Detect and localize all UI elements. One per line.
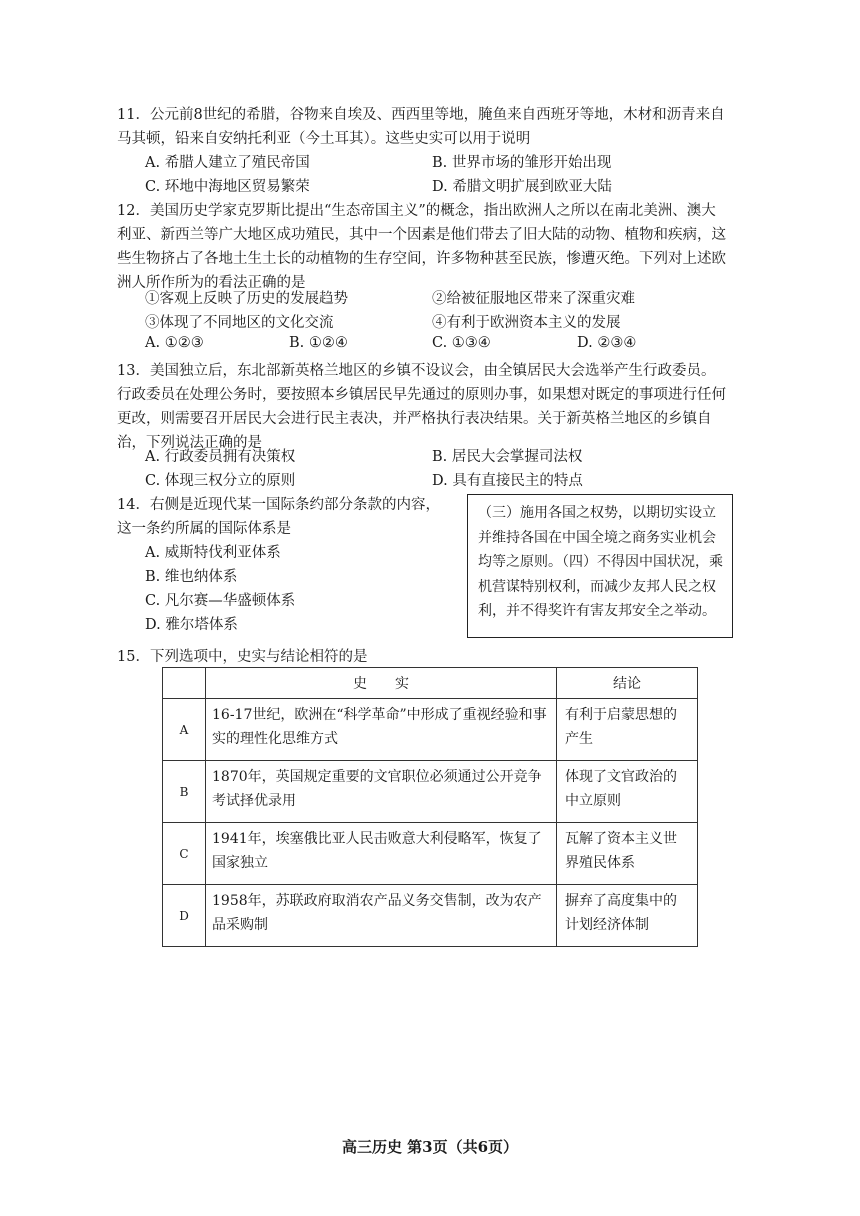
row-fact: 16-17世纪，欧洲在“科学革命”中形成了重视经验和事实的理性化思维方式 [206,699,557,761]
q11-option-d: D. 希腊文明扩展到欧亚大陆 [432,179,612,195]
row-fact: 1958年，苏联政府取消农产品义务交售制，改为农产品采购制 [206,885,557,947]
table-row [163,699,698,761]
q14-option-b: B. 维也纳体系 [145,569,238,585]
row-conclusion: 摒弃了高度集中的计划经济体制 [557,885,698,947]
question-15-stem: 15．下列选项中，史实与结论相符的是 [117,649,368,665]
row-conclusion: 有利于启蒙思想的产生 [557,699,698,761]
q13-option-b: B. 居民大会掌握司法权 [432,449,583,465]
q11-option-b: B. 世界市场的雏形开始出现 [432,155,612,171]
treaty-excerpt-box: （三）施用各国之权势，以期切实设立并维持各国在中国全境之商务实业机会均等之原则。（四）不得因中国状况，乘机营谋特别权利，而减少友邦人民之权利，并不得奖许有害友邦安全之举动。 [467,494,733,638]
page-footer: 高三历史 第3页（共6页） [341,1138,519,1156]
table-header-fact: 史 实 [206,668,557,699]
q12-statement-1: ①客观上反映了历史的发展趋势 [145,291,348,307]
table-header-row [163,668,698,699]
q13-option-a: A. 行政委员拥有决策权 [145,449,296,465]
fact-conclusion-table [162,667,698,947]
table-header-conclusion: 结论 [557,668,698,699]
q12-option-a: A. ①②③ [145,335,204,351]
q14-option-d: D. 雅尔塔体系 [145,617,238,633]
row-conclusion: 瓦解了资本主义世界殖民体系 [557,823,698,885]
row-fact: 1941年，埃塞俄比亚人民击败意大利侵略军，恢复了国家独立 [206,823,557,885]
table-row [163,885,698,947]
row-conclusion: 体现了文官政治的中立原则 [557,761,698,823]
q12-option-c: C. ①③④ [432,335,491,351]
q14-option-a: A. 威斯特伐利亚体系 [145,545,281,561]
q13-option-d: D. 具有直接民主的特点 [432,473,583,489]
q11-option-c: C. 环地中海地区贸易繁荣 [145,179,310,195]
row-label: C [163,823,206,885]
table-row [163,823,698,885]
row-label: B [163,761,206,823]
q12-statement-2: ②给被征服地区带来了深重灾难 [432,291,635,307]
q11-option-a: A. 希腊人建立了殖民帝国 [145,155,310,171]
row-label: A [163,699,206,761]
question-12-stem: 12．美国历史学家克罗斯比提出“生态帝国主义”的概念，指出欧洲人之所以在南北美洲、澳大利亚、新西兰等广大地区成功殖民，其中一个因素是他们带去了旧大陆的动物、植物和疾病，这些生物挤占了各地土生土长的动植物的生存空间，许多物种甚至民族，惨遭灭绝。下列对上述欧洲人所作所为的看法正确的是 [117,203,726,291]
q14-option-c: C. 凡尔赛—华盛顿体系 [145,593,296,609]
question-14-stem: 14．右侧是近现代某一国际条约部分条款的内容，这一条约所属的国际体系是 [117,497,440,537]
q13-option-c: C. 体现三权分立的原则 [145,473,296,489]
table-header-label [163,668,206,699]
table-row [163,761,698,823]
q12-statement-4: ④有利于欧洲资本主义的发展 [432,315,621,331]
row-label: D [163,885,206,947]
question-13-stem: 13．美国独立后，东北部新英格兰地区的乡镇不设议会，由全镇居民大会选举产生行政委员。行政委员在处理公务时，要按照本乡镇居民早先通过的原则办事，如果想对既定的事项进行任何更改，则需要召开居民大会进行民主表决，并严格执行表决结果。关于新英格兰地区的乡镇自治，下列说法正确的是 [117,363,726,451]
q12-option-b: B. ①②④ [289,335,348,351]
question-11-stem: 11．公元前8世纪的希腊，谷物来自埃及、西西里等地，腌鱼来自西班牙等地，木材和沥青来自马其顿，铅来自安纳托利亚（今土耳其）。这些史实可以用于说明 [117,107,725,147]
q12-option-d: D. ②③④ [577,335,637,351]
q12-statement-3: ③体现了不同地区的文化交流 [145,315,334,331]
row-fact: 1870年，英国规定重要的文官职位必须通过公开竞争考试择优录用 [206,761,557,823]
